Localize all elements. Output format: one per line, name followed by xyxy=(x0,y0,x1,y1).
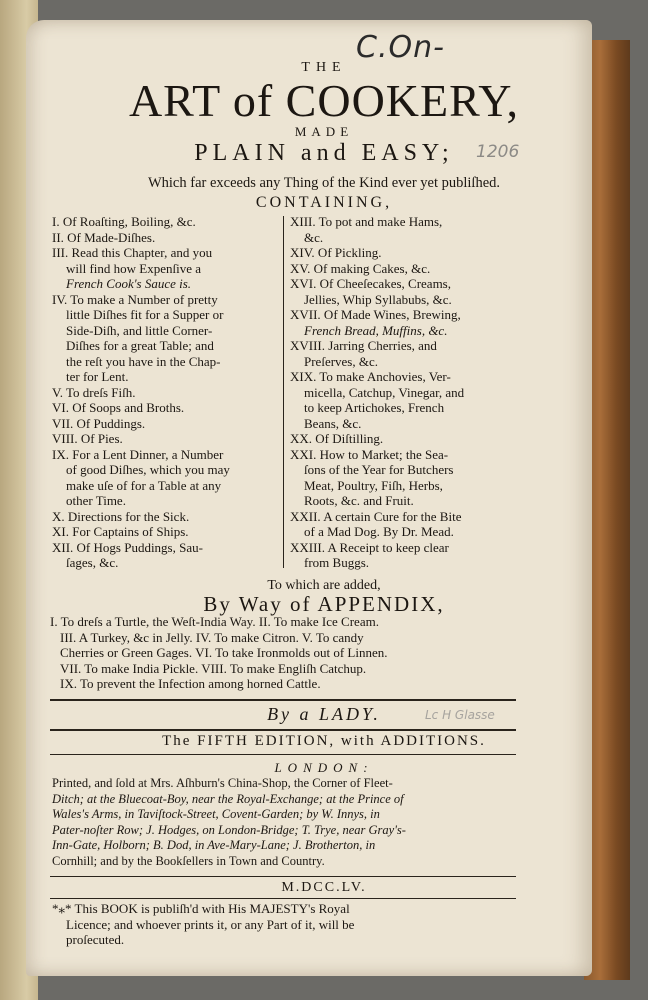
imprint-line: Cornhill; and by the Bookſellers in Town and Country. xyxy=(52,853,325,868)
rule-above-year xyxy=(50,876,516,877)
imprint-line: Inn-Gate, Holborn; B. Dod, in Ave-Mary-Lane; J. Brotherton, in xyxy=(52,838,376,852)
notice-line: Licence; and whoever prints it, or any Part of it, will be xyxy=(66,916,355,932)
imprint-line: Pater-noſter Row; J. Hodges, on London-Bridge; T. Trye, near Gray's- xyxy=(52,822,406,837)
contents-line: XV. Of making Cakes, &c. xyxy=(290,260,431,276)
imprint-line: Wales's Arms, in Taviſtock-Street, Covent-Garden; by W. Innys, in xyxy=(52,807,380,821)
appendix-intro: To which are added, xyxy=(267,578,381,593)
title-plain-easy: PLAIN and EASY; xyxy=(194,140,454,166)
contents-left-column xyxy=(52,214,278,571)
rule-above-author xyxy=(50,699,516,701)
contents-line: ter for Lent. xyxy=(66,369,129,384)
handwritten-mark-top: C.On- xyxy=(356,30,445,65)
contents-line: other Time. xyxy=(66,493,126,508)
appendix-line: VII. To make India Pickle. VIII. To make Engliſh Catchup. xyxy=(60,660,367,676)
contents-line: ſons of the Year for Butchers xyxy=(304,462,454,477)
contents-line: XVIII. Jarring Cherries, and xyxy=(290,338,437,353)
subtitle: Which far exceeds any Thing of the Kind ever yet publiſhed. xyxy=(147,175,501,191)
contents-line: XIII. To pot and make Hams, xyxy=(290,214,443,229)
contents-line: XXIII. A Receipt to keep clear xyxy=(290,539,449,555)
containing-heading: CONTAINING, xyxy=(255,194,393,211)
contents-line: Beans, &c. xyxy=(304,415,362,431)
contents-line: XXII. A certain Cure for the Bite xyxy=(290,508,462,524)
contents-line: VII. Of Puddings. xyxy=(52,415,146,431)
licence-notice xyxy=(52,901,542,948)
title-the: THE xyxy=(301,60,347,75)
appendix-heading: By Way of APPENDIX, xyxy=(203,592,445,616)
rule-below-edition xyxy=(50,754,516,755)
contents-line: XIV. Of Pickling. xyxy=(290,245,382,260)
author-line: By a LADY. xyxy=(267,704,381,724)
contents-line: VI. Of Soops and Broths. xyxy=(52,400,185,415)
rule-below-year xyxy=(50,898,516,899)
contents-line: of a Mad Dog. By Dr. Mead. xyxy=(304,524,454,539)
appendix-line: IX. To prevent the Infection among horned Cattle. xyxy=(60,676,321,691)
contents-line: ſages, &c. xyxy=(66,555,119,570)
contents-line: XIX. To make Anchovies, Ver- xyxy=(290,369,451,384)
contents-line: Preſerves, &c. xyxy=(304,353,379,369)
contents-line: Diſhes for a great Table; and xyxy=(66,338,214,353)
imprint-lines xyxy=(52,776,542,869)
contents-line: of good Diſhes, which you may xyxy=(66,462,230,477)
edition-line: The FIFTH EDITION, with ADDITIONS. xyxy=(162,733,486,749)
contents-line: French Cook's Sauce is. xyxy=(66,276,192,291)
contents-line: to keep Artichokes, French xyxy=(304,400,445,415)
contents-line: XI. For Captains of Ships. xyxy=(52,524,189,539)
contents-right-column xyxy=(290,214,520,571)
contents-line: XX. Of Diſtilling. xyxy=(290,431,384,446)
contents-line: XVI. Of Cheeſecakes, Creams, xyxy=(290,276,451,291)
column-divider xyxy=(283,216,284,568)
contents-line: XVII. Of Made Wines, Brewing, xyxy=(290,307,461,322)
handwritten-number: 1206 xyxy=(476,142,520,162)
contents-line: micella, Catchup, Vinegar, and xyxy=(304,384,465,400)
contents-line: little Diſhes fit for a Supper or xyxy=(66,307,224,322)
title-main: ART of COOKERY, xyxy=(128,75,520,126)
imprint-year: M.DCC.LV. xyxy=(281,880,367,895)
contents-line: II. Of Made-Diſhes. xyxy=(52,229,156,245)
contents-line: Meat, Poultry, Fiſh, Herbs, xyxy=(304,477,443,493)
appendix-line: I. To dreſs a Turtle, the Weſt-India Way. II. To make Ice Cream. xyxy=(50,614,379,629)
appendix-line: Cherries or Green Gages. VI. To take Ironmolds out of Linnen. xyxy=(60,645,388,660)
contents-line: VIII. Of Pies. xyxy=(52,431,123,446)
contents-line: French Bread, Muffins, &c. xyxy=(304,322,448,338)
handwritten-author-note: Lc H Glasse xyxy=(425,708,495,722)
contents-line: IX. For a Lent Dinner, a Number xyxy=(52,446,224,462)
contents-line: make uſe of for a Table at any xyxy=(66,477,222,493)
contents-line: IV. To make a Number of pretty xyxy=(52,291,218,307)
contents-line: the reſt you have in the Chap- xyxy=(66,353,221,369)
appendix-list xyxy=(50,614,540,692)
title-made: MADE xyxy=(294,124,354,139)
contents-line: I. Of Roaſting, Boiling, &c. xyxy=(52,214,196,229)
contents-line: will find how Expenſive a xyxy=(66,260,202,276)
contents-line: Jellies, Whip Syllabubs, &c. xyxy=(304,291,452,307)
contents-line: XXI. How to Market; the Sea- xyxy=(290,446,449,462)
contents-line: Roots, &c. and Fruit. xyxy=(304,493,414,508)
contents-line: Side-Diſh, and little Corner- xyxy=(66,322,213,338)
imprint-line: Ditch; at the Bluecoat-Boy, near the Royal-Exchange; at the Prince of xyxy=(52,791,404,806)
contents-line: &c. xyxy=(304,229,324,245)
notice-line: *⁎* This BOOK is publiſh'd with His MAJESTY's Royal xyxy=(52,901,350,916)
imprint-line: Printed, and ſold at Mrs. Aſhburn's China-Shop, the Corner of Fleet- xyxy=(52,776,393,790)
contents-line: X. Directions for the Sick. xyxy=(52,508,190,524)
appendix-line: III. A Turkey, &c in Jelly. IV. To make Citron. V. To candy xyxy=(60,629,364,645)
contents-line: from Buggs. xyxy=(304,555,369,570)
contents-line: V. To dreſs Fiſh. xyxy=(52,384,136,400)
contents-line: XII. Of Hogs Puddings, Sau- xyxy=(52,539,203,555)
imprint-city: LONDON: xyxy=(274,760,374,775)
notice-line: proſecuted. xyxy=(66,932,125,947)
contents-line: III. Read this Chapter, and you xyxy=(52,245,213,260)
rule-above-edition xyxy=(50,729,516,731)
